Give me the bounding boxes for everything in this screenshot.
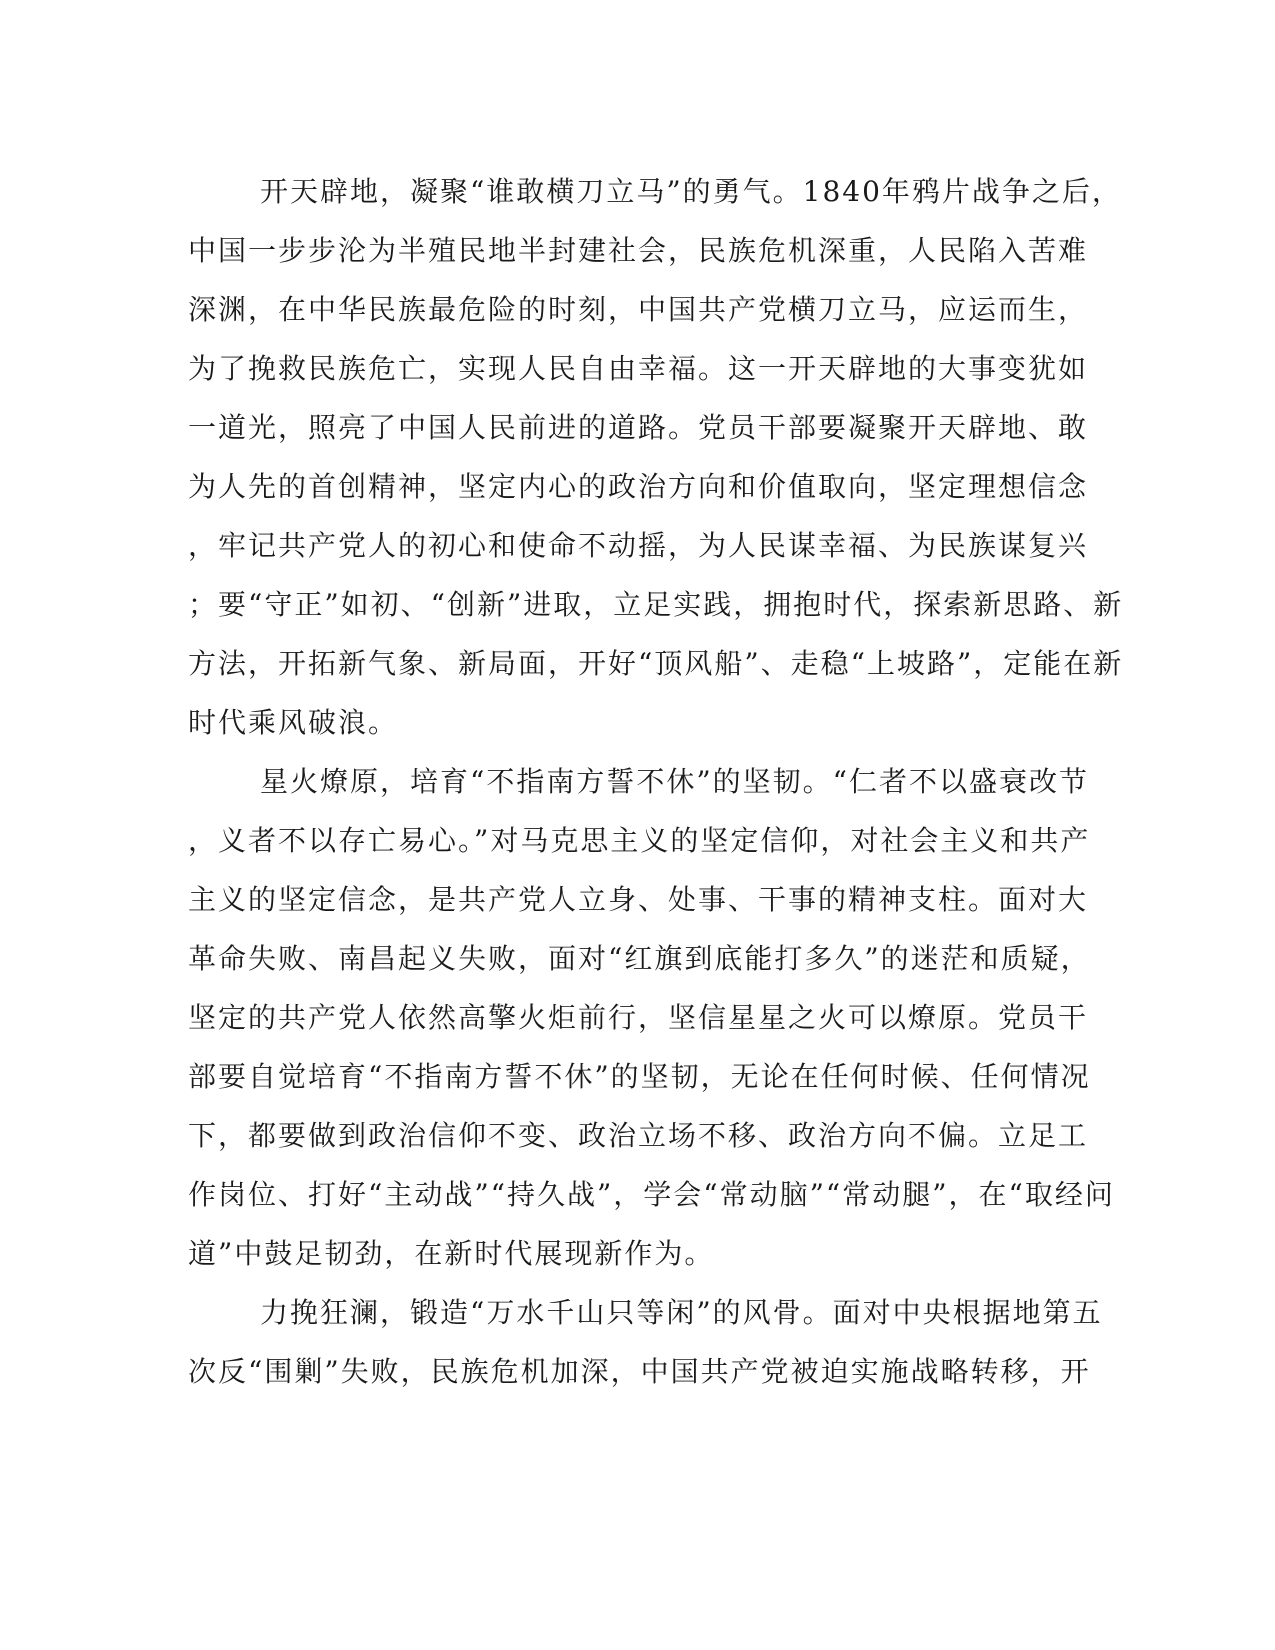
text-line: 道”中鼓足韧劲，在新时代展现新作为。 — [188, 1237, 715, 1270]
text-line: 开天辟地，凝聚“谁敢横刀立马”的勇气。1840年鸦片战争之后， — [260, 175, 1122, 208]
text-line: 作岗位、打好“主动战”“持久战”，学会“常动脑”“常动腿”，在“取经问 — [188, 1178, 1115, 1211]
paragraph-2 — [188, 752, 1115, 1283]
text-line: 星火燎原，培育“不指南方誓不休”的坚韧。“仁者不以盛衰改节 — [260, 765, 1089, 798]
paragraph-1 — [188, 162, 1124, 752]
text-line: 为人先的首创精神，坚定内心的政治方向和价值取向，坚定理想信念 — [188, 470, 1089, 503]
text-line: 次反“围剿”失败，民族危机加深，中国共产党被迫实施战略转移，开 — [188, 1355, 1091, 1388]
paragraph-3 — [188, 1283, 1103, 1401]
text-line: 中国一步步沦为半殖民地半封建社会，民族危机深重，人民陷入苦难 — [188, 234, 1089, 267]
text-line: 一道光，照亮了中国人民前进的道路。党员干部要凝聚开天辟地、敢 — [188, 411, 1089, 444]
text-line: 深渊，在中华民族最危险的时刻，中国共产党横刀立马，应运而生， — [188, 293, 1089, 326]
text-line: 主义的坚定信念，是共产党人立身、处事、干事的精神支柱。面对大 — [188, 883, 1089, 916]
text-line: 力挽狂澜，锻造“万水千山只等闲”的风骨。面对中央根据地第五 — [260, 1296, 1103, 1329]
text-line: 坚定的共产党人依然高擎火炬前行，坚信星星之火可以燎原。党员干 — [188, 1001, 1089, 1034]
text-line: 为了挽救民族危亡，实现人民自由幸福。这一开天辟地的大事变犹如 — [188, 352, 1089, 385]
text-line: 时代乘风破浪。 — [188, 706, 399, 739]
text-line: ，义者不以存亡易心。”对马克思主义的坚定信仰，对社会主义和共产 — [188, 824, 1091, 857]
text-line: 革命失败、南昌起义失败，面对“红旗到底能打多久”的迷茫和质疑， — [188, 942, 1091, 975]
text-line: ，牢记共产党人的初心和使命不动摇，为人民谋幸福、为民族谋复兴 — [188, 529, 1089, 562]
document-body — [188, 162, 1124, 1401]
text-line: 下，都要做到政治信仰不变、政治立场不移、政治方向不偏。立足工 — [188, 1119, 1089, 1152]
text-line: 部要自觉培育“不指南方誓不休”的坚韧，无论在任何时候、任何情况 — [188, 1060, 1091, 1093]
text-line: ；要“守正”如初、“创新”进取，立足实践，拥抱时代，探索新思路、新 — [188, 588, 1124, 621]
text-line: 方法，开拓新气象、新局面，开好“顶风船”、走稳“上坡路”，定能在新 — [188, 647, 1124, 680]
